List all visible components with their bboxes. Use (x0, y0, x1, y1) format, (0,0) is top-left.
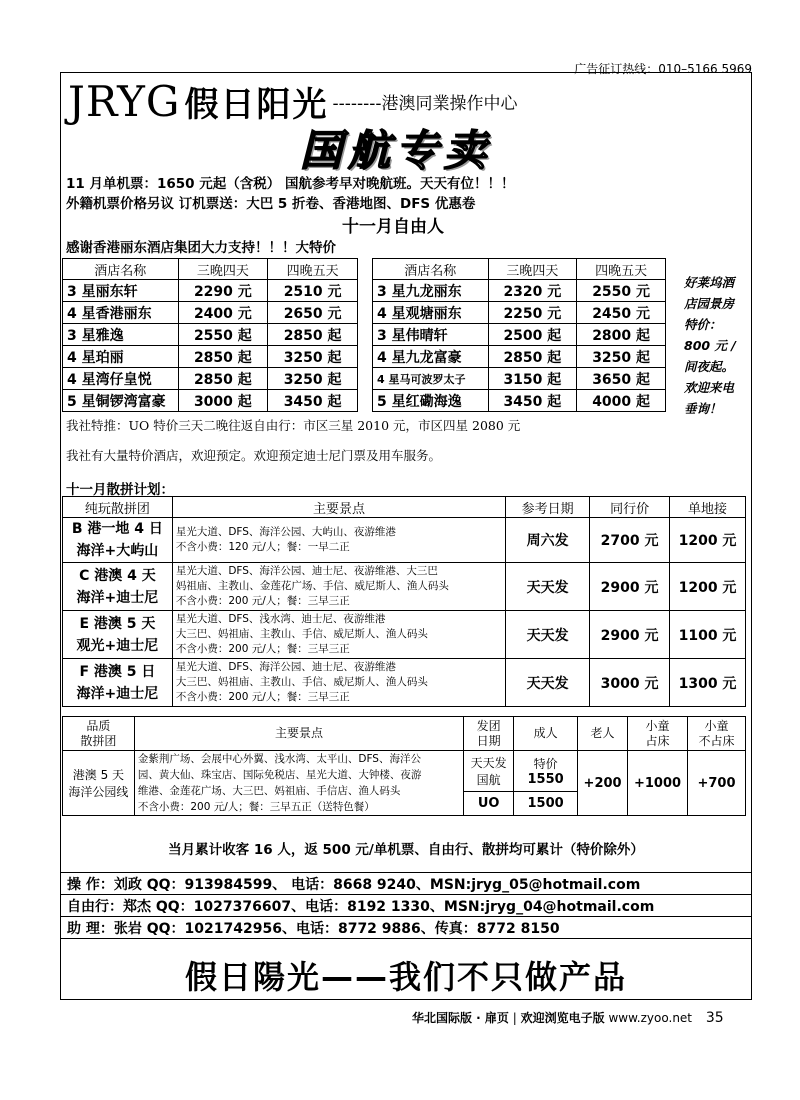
col-child-nobed-line: 不占床 (698, 733, 735, 748)
hotel-price-3n: 2290 元 (178, 280, 268, 302)
footer-welcome: 欢迎浏览电子版 (520, 1011, 605, 1025)
col-date-line: 发团 (476, 718, 501, 733)
col-date: 参考日期 (506, 497, 590, 518)
tour-spots (172, 611, 505, 659)
ad-hotline: 广告征订热线：010–5166 5969 (574, 62, 752, 76)
hotel-price-3n: 3450 起 (488, 390, 577, 412)
hotel-table-left (62, 258, 358, 412)
tour-table (62, 496, 746, 707)
premium-uo-price: 1500 (514, 791, 578, 815)
promo-line-1: 11 月单机票：1650 元起（含税） 国航参考早对晚航班。天天有位！！！ (66, 176, 515, 192)
hotel-row (63, 368, 358, 390)
hotel-price-3n: 2550 起 (178, 324, 268, 346)
col-spots: 主要景点 (134, 717, 463, 751)
hotel-name: 4 星湾仔皇悦 (63, 368, 179, 390)
premium-spots-line: 金紫荆广场、会展中心外翼、浅水湾、太平山、DFS、海洋公 (137, 753, 421, 765)
tour-spots (172, 563, 505, 611)
tour-row (63, 518, 746, 563)
tour-name (63, 611, 173, 659)
hotel-row (63, 280, 358, 302)
tour-spots-line: 妈祖庙、主教山、金莲花广场、手信、威尼斯人、渔人码头 (175, 580, 449, 592)
tour-price: 2700 元 (590, 518, 670, 563)
col-hotel-name: 酒店名称 (63, 259, 179, 280)
hotel-price-3n: 3150 起 (488, 368, 577, 390)
brand-logo-cn: 假日阳光 (184, 84, 329, 125)
page-number: 35 (705, 1010, 724, 1026)
tour-theme: 海洋+迪士尼 (76, 685, 159, 702)
tour-spots-line: 星光大道、DFS、海洋公园、大屿山、夜游维港 (175, 526, 396, 538)
hotel-price-3n: 2400 元 (178, 302, 268, 324)
brand-subtitle: --------港澳同業操作中心 (332, 93, 518, 114)
col-local: 单地接 (670, 497, 746, 518)
col-child-bed-line: 占床 (645, 733, 670, 748)
tour-spots-line: 星光大道、DFS、浅水湾、迪士尼、夜游维港 (175, 613, 386, 625)
col-spots: 主要景点 (172, 497, 505, 518)
col-3n4d: 三晚四天 (178, 259, 268, 280)
hotel-price-3n: 2850 起 (178, 368, 268, 390)
tour-spots-line: 不含小费：120 元/人；餐：一早二正 (175, 541, 350, 553)
premium-row (63, 751, 746, 792)
hotel-price-4n: 2450 元 (577, 302, 666, 324)
hotel-row (373, 346, 666, 368)
col-child-nobed-line: 小童 (704, 718, 729, 733)
premium-special-price: 1550 (527, 771, 564, 787)
tour-spots-line: 星光大道、DFS、海洋公园、迪士尼、夜游维港、大三巴 (175, 565, 438, 577)
brand-logo-latin: JRYG (68, 76, 181, 126)
tour-price: 2900 元 (590, 611, 670, 659)
hotel-price-4n: 2800 起 (577, 324, 666, 346)
tour-local: 1100 元 (670, 611, 746, 659)
premium-child-nobed: +700 (688, 751, 746, 816)
contact-assistant: 助 理：张岩 QQ：1021742956、电话：8772 9886、传真：8772 8150 (61, 917, 752, 939)
hotel-table-right (372, 258, 666, 412)
hotel-price-4n: 2510 元 (268, 280, 358, 302)
tour-local: 1200 元 (670, 563, 746, 611)
tour-code: B 港一地 4 日 (71, 521, 163, 537)
premium-spots-line: 维港、金莲花广场、大三巴、妈祖庙、手信店、渔人码头 (137, 785, 401, 797)
hotel-name: 4 星九龙富豪 (373, 346, 489, 368)
col-date-line: 日期 (476, 733, 501, 748)
premium-spots-line: 园、黄大仙、珠宝店、国际免税店、星光大道、大钟楼、夜游 (137, 769, 422, 781)
hotel-name: 3 星伟晴轩 (373, 324, 489, 346)
hotel-price-3n: 2250 元 (488, 302, 577, 324)
hotel-price-3n: 2500 起 (488, 324, 577, 346)
hotel-name: 4 星香港丽东 (63, 302, 179, 324)
hotel-name: 4 星马可波罗太子 (373, 368, 489, 390)
premium-adult-price (514, 751, 578, 792)
hotel-name: 4 星珀丽 (63, 346, 179, 368)
tour-theme: 海洋+大屿山 (76, 543, 159, 559)
tour-price: 2900 元 (590, 563, 670, 611)
tour-date: 周六发 (506, 518, 590, 563)
hotel-price-4n: 3450 起 (268, 390, 358, 412)
promo-line-2: 外籍机票价格另议 订机票送：大巴 5 折卷、香港地图、DFS 优惠卷 (66, 196, 476, 212)
premium-spots-line: 不含小费：200 元/人；餐：三早五正（送特色餐） (137, 801, 375, 813)
page-footer (412, 1009, 724, 1026)
col-tour-name: 纯玩散拼团 (63, 497, 173, 518)
tour-name (63, 563, 173, 611)
tour-spots-line: 不含小费：200 元/人；餐：三早三正 (175, 595, 350, 607)
hotel-row (63, 324, 358, 346)
tour-code: E 港澳 5 天 (79, 615, 156, 632)
hotel-price-4n: 3650 起 (577, 368, 666, 390)
tour-code: C 港澳 4 天 (79, 567, 156, 584)
hotel-price-4n: 2550 元 (577, 280, 666, 302)
tour-spots (172, 659, 505, 707)
contact-free-travel: 自由行：郑杰 QQ：1027376607、电话：8192 1330、MSN:jryg_04@hotmail.com (61, 895, 752, 917)
hotel-price-4n: 3250 起 (577, 346, 666, 368)
tour-theme: 观光+迪士尼 (76, 637, 159, 654)
hotel-row (373, 302, 666, 324)
tour-local: 1200 元 (670, 518, 746, 563)
tour-theme: 海洋+迪士尼 (76, 589, 159, 606)
premium-date-line: 国航 (476, 772, 501, 787)
tour-row (63, 611, 746, 659)
hotel-row (373, 390, 666, 412)
hotel-price-3n: 3000 起 (178, 390, 268, 412)
tour-name (63, 518, 173, 563)
hotel-row (373, 280, 666, 302)
brand-title: 国航专卖 (300, 126, 493, 175)
premium-special-label: 特价 (533, 756, 558, 771)
tour-name (63, 659, 173, 707)
tour-spots (172, 518, 505, 563)
hotel-price-3n: 2850 起 (488, 346, 577, 368)
tour-spots-line: 不含小费：200 元/人；餐：三早三正 (175, 691, 350, 703)
col-3n4d: 三晚四天 (488, 259, 577, 280)
premium-spots (134, 751, 463, 816)
col-senior: 老人 (578, 717, 628, 751)
hotel-name: 3 星九龙丽东 (373, 280, 489, 302)
tour-plan-title: 十一月散拼计划： (66, 482, 174, 498)
tour-price: 3000 元 (590, 659, 670, 707)
footer-url[interactable]: www.zyoo.net (608, 1011, 693, 1025)
hotel-name: 5 星红磡海逸 (373, 390, 489, 412)
hotel-price-4n: 2850 起 (268, 324, 358, 346)
hotel-name: 4 星观塘丽东 (373, 302, 489, 324)
tour-date: 天天发 (506, 563, 590, 611)
hotel-row (63, 346, 358, 368)
free-travel-title: 十一月自由人 (342, 217, 444, 237)
hotel-name: 3 星丽东轩 (63, 280, 179, 302)
premium-date-air (464, 751, 514, 792)
hotel-name: 3 星雅逸 (63, 324, 179, 346)
tour-code: F 港澳 5 日 (79, 663, 156, 680)
col-child-bed-line: 小童 (645, 718, 670, 733)
footer-publication: 华北国际版 · 扉页 (412, 1011, 509, 1025)
col-4n5d: 四晚五天 (577, 259, 666, 280)
col-child-nobed (688, 717, 746, 751)
premium-tour-name-line: 港澳 5 天 (72, 768, 125, 782)
hotel-price-3n: 2320 元 (488, 280, 577, 302)
col-price: 同行价 (590, 497, 670, 518)
tour-row (63, 659, 746, 707)
col-hotel-name: 酒店名称 (373, 259, 489, 280)
premium-tour-table (62, 716, 746, 816)
hotel-row (63, 390, 358, 412)
premium-tour-name-line: 海洋公园线 (68, 785, 129, 799)
col-date (464, 717, 514, 751)
hotel-row (373, 324, 666, 346)
hollywood-hotel-note: 好莱坞酒店园景房特价：800 元 / 间夜起。欢迎来电垂询！ (684, 275, 736, 416)
tour-spots-line: 不含小费：200 元/人；餐：三早三正 (175, 643, 350, 655)
hotel-row (63, 302, 358, 324)
premium-child-bed: +1000 (628, 751, 688, 816)
hotel-name: 5 星铜锣湾富豪 (63, 390, 179, 412)
contact-operation: 操 作：刘政 QQ：913984599、 电话：8668 9240、MSN:jryg_05@hotmail.com (61, 873, 752, 895)
col-group-line: 散拼团 (80, 733, 117, 748)
hotel-price-4n: 3250 起 (268, 346, 358, 368)
hotel-price-4n: 3250 起 (268, 368, 358, 390)
premium-date-line: 天天发 (470, 755, 507, 770)
contact-table (60, 872, 752, 939)
premium-date-uo: UO (464, 791, 514, 815)
tour-date: 天天发 (506, 659, 590, 707)
special-offer-note: 我社特推：UO 特价三天二晚往返自由行：市区三星 2010 元，市区四星 2080 元 (66, 418, 521, 433)
col-child-bed (628, 717, 688, 751)
hotel-service-note: 我社有大量特价酒店，欢迎预定。欢迎预定迪士尼门票及用车服务。 (66, 448, 442, 463)
tour-spots-line: 大三巴、妈祖庙、主教山、手信、威尼斯人、渔人码头 (175, 628, 428, 640)
col-group (63, 717, 135, 751)
premium-senior: +200 (578, 751, 628, 816)
hotel-price-3n: 2850 起 (178, 346, 268, 368)
tour-spots-line: 星光大道、DFS、海洋公园、迪士尼、夜游维港 (175, 661, 396, 673)
col-group-line: 品质 (86, 718, 111, 733)
col-adult: 成人 (514, 717, 578, 751)
premium-tour-name (63, 751, 135, 816)
tour-spots-line: 大三巴、妈祖庙、主教山、手信、威尼斯人、渔人码头 (175, 676, 428, 688)
hotel-row (373, 368, 666, 390)
hotel-price-4n: 2650 元 (268, 302, 358, 324)
slogan: 假日陽光——我们不只做产品 (184, 958, 627, 996)
col-4n5d: 四晚五天 (268, 259, 358, 280)
hotel-price-4n: 4000 起 (577, 390, 666, 412)
tour-date: 天天发 (506, 611, 590, 659)
tour-local: 1300 元 (670, 659, 746, 707)
tour-row (63, 563, 746, 611)
footer-separator: | (512, 1011, 517, 1025)
hotel-thanks: 感谢香港丽东酒店集团大力支持！！！大特价 (66, 240, 336, 256)
cumulative-summary: 当月累计收客 16 人，返 500 元/单机票、自由行、散拼均可累计（特价除外） (168, 842, 644, 858)
